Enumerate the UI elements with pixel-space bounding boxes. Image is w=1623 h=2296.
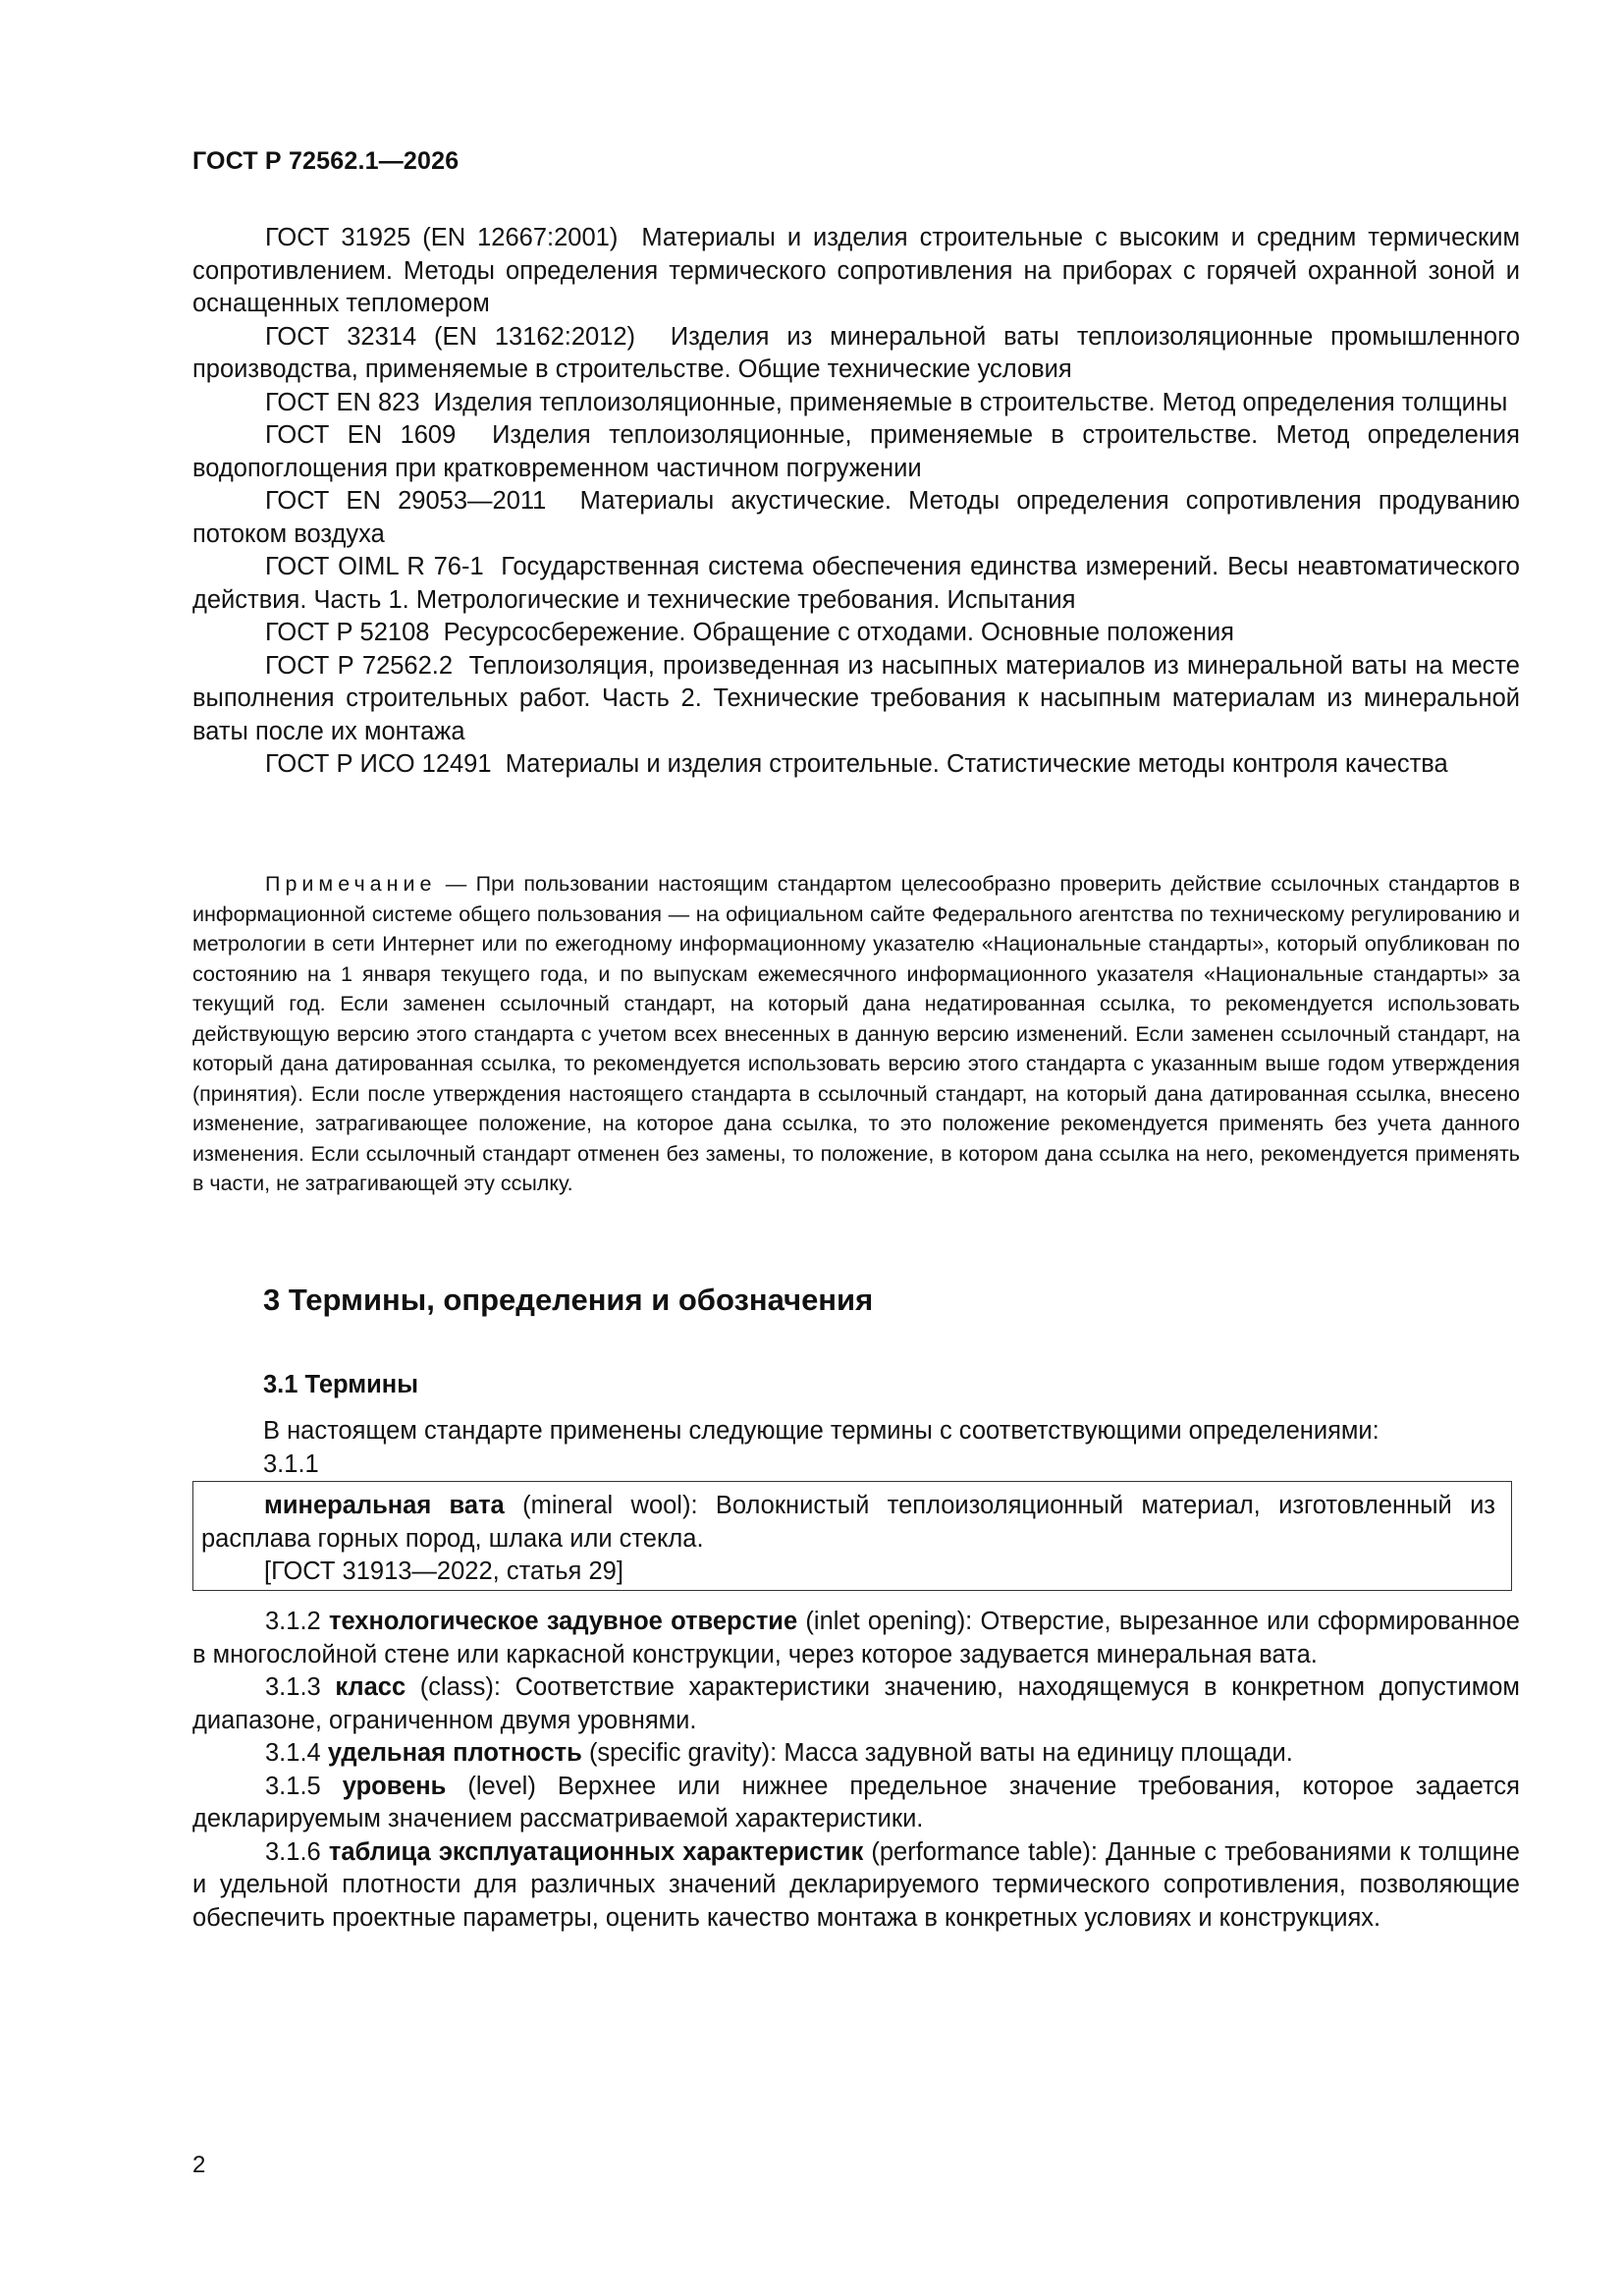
term-english: (level)	[467, 1772, 536, 1800]
term-number: 3.1.5	[265, 1772, 321, 1800]
reference-entry	[192, 321, 1520, 387]
term-text: Данные с требованиями к толщине и удельной плотности для различных значений декларируемого термического сопротивления, позволяющие обеспечить проектные параметры, оценить качество монтажа в конкретных условиях и конструкциях.	[192, 1837, 1520, 1932]
term-text: Отверстие, вырезанное или сформированное в многослойной стене или каркасной конструкции, через которое задувается минеральная вата.	[192, 1608, 1520, 1668]
subsection-heading: 3.1 Термины	[263, 1371, 418, 1398]
term-text: Соответствие характеристики значению, находящемуся в конкретном допустимом диапазоне, ограниченном двумя уровнями.	[192, 1673, 1520, 1734]
boxed-term-definition	[192, 1481, 1512, 1591]
terms-list	[192, 1606, 1520, 1935]
term-name: технологическое задувное отверстие	[328, 1608, 798, 1635]
term-english: (specific gravity):	[588, 1739, 778, 1767]
reference-entry	[192, 222, 1520, 321]
reference-title: Теплоизоляция, произведенная из насыпных материалов из минеральной ваты на месте выполнения строительных работ. Часть 2. Технические требования к насыпным материалам из минеральной ваты после их монтажа	[192, 651, 1520, 745]
term-text: Масса задувной ваты на единицу площади.	[784, 1739, 1293, 1767]
reference-title: Изделия теплоизоляционные, применяемые в строительстве. Метод определения водопоглощения при кратковременном частичном погружении	[192, 421, 1520, 482]
reference-code: ГОСТ EN 1609	[265, 421, 457, 449]
reference-title: Материалы и изделия строительные. Статистические методы контроля качества	[505, 750, 1448, 778]
term-number: 3.1.6	[265, 1837, 321, 1866]
term-entry	[192, 1606, 1520, 1671]
term-text: Верхнее или нижнее предельное значение требования, которое задается декларируемым значением рассматриваемой характеристики.	[192, 1772, 1520, 1832]
reference-code: ГОСТ EN 29053—2011	[265, 487, 547, 515]
term-source: [ГОСТ 31913—2022, статья 29]	[264, 1558, 623, 1585]
term-entry	[192, 1737, 1520, 1771]
reference-code: ГОСТ Р 52108	[265, 619, 430, 646]
reference-code: ГОСТ EN 823	[265, 388, 420, 416]
term-number: 3.1.2	[265, 1608, 321, 1635]
reference-entry	[192, 748, 1520, 782]
normative-references-list	[192, 222, 1520, 782]
reference-entry	[192, 485, 1520, 551]
term-text: Волокнистый теплоизоляционный материал, изготовленный из расплава горных пород, шлака или стекла.	[201, 1492, 1495, 1553]
term-name: удельная плотность	[327, 1739, 582, 1767]
reference-entry	[192, 617, 1520, 650]
page-number: 2	[192, 2152, 206, 2178]
section-heading: 3 Термины, определения и обозначения	[263, 1283, 874, 1317]
term-english: (performance table):	[871, 1837, 1099, 1866]
reference-entry	[192, 419, 1520, 485]
term-name: уровень	[342, 1772, 447, 1800]
term-entry	[192, 1671, 1520, 1737]
note-label: Примечание	[265, 872, 437, 896]
note-paragraph	[192, 869, 1520, 1199]
term-english: (class):	[419, 1673, 501, 1701]
term-number: 3.1.3	[265, 1673, 321, 1701]
term-name: таблица эксплуатационных характеристик	[328, 1837, 864, 1866]
note-text: — При пользовании настоящим стандартом целесообразно проверить действие ссылочных стандартов в информационной системе общего пользования — на официальном сайте Федерального агентства по техническому регулированию и метрологии в сети Интернет или по ежегодному информационному указателю «Национальные стандарты», который опубликован по состоянию на 1 января текущего года, и по выпускам ежемесячного информационного указателя «Национальные стандарты» за текущий год. Если заменен ссылочный стандарт, на который дана недатированная ссылка, то рекомендуется использовать действующую версию этого стандарта с учетом всех внесенных в данную версию изменений. Если заменен ссылочный стандарт, на который дана датированная ссылка, то рекомендуется использовать версию этого стандарта с указанным выше годом утверждения (принятия). Если после утверждения настоящего стандарта в ссылочный стандарт, на который дана датированная ссылка, внесено изменение, затрагивающее положение, на которое дана ссылка, то это положение рекомендуется применять без учета данного изменения. Если ссылочный стандарт отменен без замены, то положение, в котором дана ссылка на него, рекомендуется применять в части, не затрагивающей эту ссылку.	[192, 872, 1520, 1195]
reference-title: Материалы и изделия строительные с высоким и средним термическим сопротивлением. Методы определения термического сопротивления на приборах с горячей охранной зоной и оснащенных тепломером	[192, 224, 1520, 317]
reference-title: Изделия из минеральной ваты теплоизоляционные промышленного производства, применяемые в строительстве. Общие технические условия	[192, 322, 1520, 383]
reference-title: Ресурсосбережение. Обращение с отходами. Основные положения	[443, 619, 1234, 646]
document-header: ГОСТ Р 72562.1—2026	[192, 147, 460, 175]
reference-code: ГОСТ Р 72562.2	[265, 651, 454, 680]
term-name: минеральная вата	[264, 1492, 505, 1519]
reference-code: ГОСТ Р ИСО 12491	[265, 750, 492, 778]
reference-entry	[192, 551, 1520, 617]
term-number: 3.1.1	[263, 1449, 319, 1478]
reference-code: ГОСТ 32314 (EN 13162:2012)	[265, 322, 636, 351]
reference-entry	[192, 387, 1520, 420]
reference-title: Государственная система обеспечения единства измерений. Весы неавтоматического действия. Часть 1. Метрологические и технические требования. Испытания	[192, 553, 1520, 614]
reference-entry	[192, 650, 1520, 749]
term-entry	[192, 1771, 1520, 1836]
terms-intro	[263, 1415, 1520, 1481]
term-english: (inlet opening):	[805, 1608, 973, 1635]
reference-code: ГОСТ 31925 (EN 12667:2001)	[265, 224, 619, 251]
intro-text: В настоящем стандарте применены следующие термины с соответствующими определениями:	[263, 1417, 1380, 1445]
term-entry	[192, 1836, 1520, 1936]
reference-title: Изделия теплоизоляционные, применяемые в строительстве. Метод определения толщины	[433, 388, 1508, 416]
term-name: класс	[335, 1673, 406, 1701]
term-definition	[201, 1490, 1495, 1556]
reference-code: ГОСТ OIML R 76-1	[265, 553, 484, 580]
term-english: (mineral wool):	[522, 1492, 698, 1519]
reference-title: Материалы акустические. Методы определения сопротивления продуванию потоком воздуха	[192, 487, 1520, 548]
term-number: 3.1.4	[265, 1739, 321, 1767]
